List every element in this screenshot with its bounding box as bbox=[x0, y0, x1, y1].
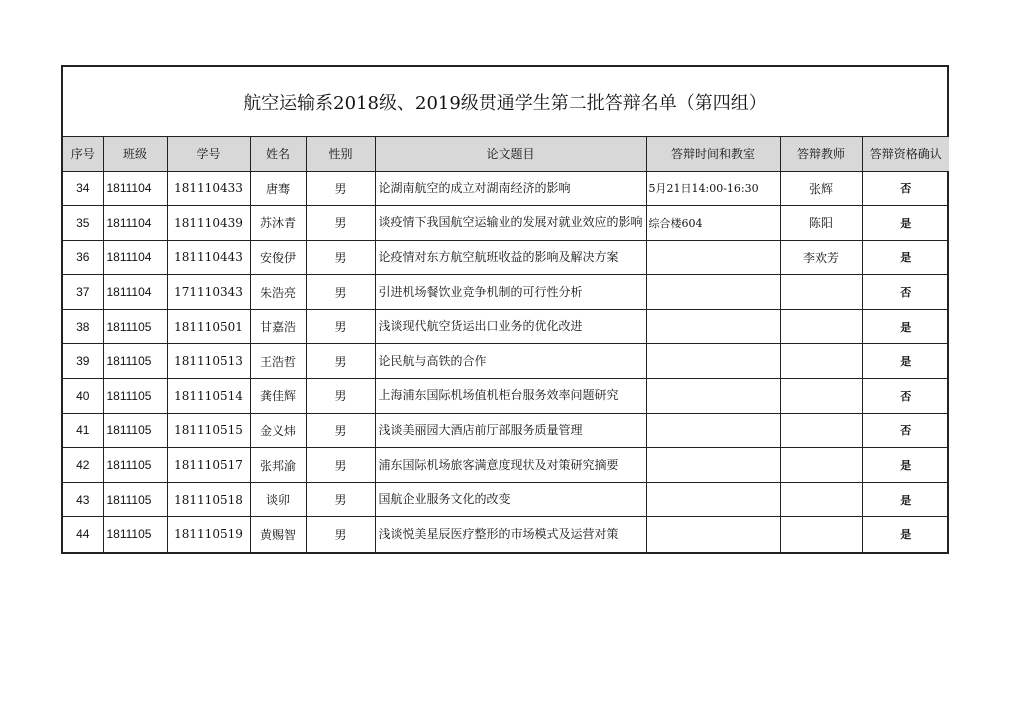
cell-time-room bbox=[646, 482, 780, 517]
table-row bbox=[63, 240, 949, 275]
cell-qualification: 是 bbox=[862, 206, 949, 241]
cell-class: 1811105 bbox=[103, 413, 167, 448]
cell-student-id: 181110443 bbox=[167, 240, 250, 275]
cell-topic: 谈疫情下我国航空运输业的发展对就业效应的影响 bbox=[375, 206, 646, 241]
defense-table bbox=[63, 137, 949, 552]
cell-gender: 男 bbox=[306, 413, 375, 448]
header-qualification: 答辩资格确认 bbox=[862, 137, 949, 171]
cell-topic: 上海浦东国际机场值机柜台服务效率问题研究 bbox=[375, 379, 646, 414]
cell-teacher: 李欢芳 bbox=[780, 240, 862, 275]
cell-qualification: 否 bbox=[862, 275, 949, 310]
cell-qualification: 是 bbox=[862, 344, 949, 379]
cell-time-room bbox=[646, 517, 780, 552]
cell-qualification: 是 bbox=[862, 309, 949, 344]
cell-qualification: 是 bbox=[862, 482, 949, 517]
cell-topic: 浅谈美丽园大酒店前厅部服务质量管理 bbox=[375, 413, 646, 448]
cell-no: 41 bbox=[63, 413, 103, 448]
header-teacher: 答辩教师 bbox=[780, 137, 862, 171]
header-time-room: 答辩时间和教室 bbox=[646, 137, 780, 171]
table-row bbox=[63, 517, 949, 552]
cell-no: 42 bbox=[63, 448, 103, 483]
cell-gender: 男 bbox=[306, 206, 375, 241]
cell-name: 金义炜 bbox=[250, 413, 306, 448]
cell-time-room bbox=[646, 448, 780, 483]
cell-gender: 男 bbox=[306, 344, 375, 379]
cell-gender: 男 bbox=[306, 517, 375, 552]
cell-teacher bbox=[780, 482, 862, 517]
cell-teacher bbox=[780, 275, 862, 310]
cell-time-room bbox=[646, 379, 780, 414]
cell-time-room bbox=[646, 413, 780, 448]
cell-student-id: 181110433 bbox=[167, 171, 250, 206]
cell-time-room: 5月21日14:00-16:30 bbox=[646, 171, 780, 206]
cell-qualification: 否 bbox=[862, 379, 949, 414]
header-student-id: 学号 bbox=[167, 137, 250, 171]
cell-no: 34 bbox=[63, 171, 103, 206]
header-row bbox=[63, 137, 949, 171]
cell-time-room bbox=[646, 240, 780, 275]
cell-gender: 男 bbox=[306, 482, 375, 517]
cell-student-id: 181110518 bbox=[167, 482, 250, 517]
cell-no: 44 bbox=[63, 517, 103, 552]
cell-teacher bbox=[780, 517, 862, 552]
cell-topic: 论湖南航空的成立对湖南经济的影响 bbox=[375, 171, 646, 206]
cell-student-id: 181110515 bbox=[167, 413, 250, 448]
cell-class: 1811105 bbox=[103, 379, 167, 414]
cell-no: 37 bbox=[63, 275, 103, 310]
cell-class: 1811105 bbox=[103, 448, 167, 483]
cell-topic: 论疫情对东方航空航班收益的影响及解决方案 bbox=[375, 240, 646, 275]
cell-name: 朱浩亮 bbox=[250, 275, 306, 310]
cell-gender: 男 bbox=[306, 309, 375, 344]
cell-topic: 浅谈悦美星辰医疗整形的市场模式及运营对策 bbox=[375, 517, 646, 552]
cell-student-id: 171110343 bbox=[167, 275, 250, 310]
cell-no: 39 bbox=[63, 344, 103, 379]
cell-name: 甘嘉浩 bbox=[250, 309, 306, 344]
cell-topic: 浅谈现代航空货运出口业务的优化改进 bbox=[375, 309, 646, 344]
cell-class: 1811105 bbox=[103, 482, 167, 517]
header-class: 班级 bbox=[103, 137, 167, 171]
cell-name: 黄赐智 bbox=[250, 517, 306, 552]
cell-teacher: 陈阳 bbox=[780, 206, 862, 241]
cell-no: 38 bbox=[63, 309, 103, 344]
cell-no: 36 bbox=[63, 240, 103, 275]
cell-time-room bbox=[646, 275, 780, 310]
table-row bbox=[63, 206, 949, 241]
cell-name: 谈卯 bbox=[250, 482, 306, 517]
cell-name: 苏沐青 bbox=[250, 206, 306, 241]
sheet-title: 航空运输系2018级、2019级贯通学生第二批答辩名单（第四组） bbox=[63, 67, 947, 137]
cell-class: 1811104 bbox=[103, 240, 167, 275]
cell-student-id: 181110439 bbox=[167, 206, 250, 241]
cell-qualification: 否 bbox=[862, 171, 949, 206]
cell-class: 1811105 bbox=[103, 517, 167, 552]
table-row bbox=[63, 344, 949, 379]
cell-time-room bbox=[646, 309, 780, 344]
table-row bbox=[63, 275, 949, 310]
table-row bbox=[63, 309, 949, 344]
cell-student-id: 181110501 bbox=[167, 309, 250, 344]
cell-topic: 引进机场餐饮业竞争机制的可行性分析 bbox=[375, 275, 646, 310]
header-name: 姓名 bbox=[250, 137, 306, 171]
cell-time-room: 综合楼604 bbox=[646, 206, 780, 241]
cell-teacher bbox=[780, 309, 862, 344]
cell-topic: 论民航与高铁的合作 bbox=[375, 344, 646, 379]
cell-no: 43 bbox=[63, 482, 103, 517]
cell-time-room bbox=[646, 344, 780, 379]
cell-teacher bbox=[780, 379, 862, 414]
cell-gender: 男 bbox=[306, 240, 375, 275]
cell-name: 安俊伊 bbox=[250, 240, 306, 275]
cell-gender: 男 bbox=[306, 275, 375, 310]
cell-qualification: 否 bbox=[862, 413, 949, 448]
cell-name: 龚佳辉 bbox=[250, 379, 306, 414]
cell-qualification: 是 bbox=[862, 517, 949, 552]
header-no: 序号 bbox=[63, 137, 103, 171]
cell-name: 王浩哲 bbox=[250, 344, 306, 379]
cell-class: 1811104 bbox=[103, 275, 167, 310]
table-row bbox=[63, 448, 949, 483]
defense-list-sheet bbox=[61, 65, 949, 554]
header-gender: 性别 bbox=[306, 137, 375, 171]
cell-class: 1811105 bbox=[103, 344, 167, 379]
cell-qualification: 是 bbox=[862, 448, 949, 483]
cell-teacher bbox=[780, 448, 862, 483]
cell-student-id: 181110517 bbox=[167, 448, 250, 483]
cell-teacher bbox=[780, 413, 862, 448]
cell-student-id: 181110514 bbox=[167, 379, 250, 414]
table-row bbox=[63, 482, 949, 517]
cell-gender: 男 bbox=[306, 448, 375, 483]
cell-class: 1811105 bbox=[103, 309, 167, 344]
cell-teacher: 张辉 bbox=[780, 171, 862, 206]
cell-class: 1811104 bbox=[103, 171, 167, 206]
table-row bbox=[63, 171, 949, 206]
cell-class: 1811104 bbox=[103, 206, 167, 241]
table-row bbox=[63, 379, 949, 414]
cell-topic: 浦东国际机场旅客满意度现状及对策研究摘要 bbox=[375, 448, 646, 483]
table-row bbox=[63, 413, 949, 448]
cell-teacher bbox=[780, 344, 862, 379]
cell-topic: 国航企业服务文化的改变 bbox=[375, 482, 646, 517]
cell-qualification: 是 bbox=[862, 240, 949, 275]
cell-name: 唐骞 bbox=[250, 171, 306, 206]
cell-gender: 男 bbox=[306, 379, 375, 414]
header-topic: 论文题目 bbox=[375, 137, 646, 171]
cell-student-id: 181110519 bbox=[167, 517, 250, 552]
cell-no: 40 bbox=[63, 379, 103, 414]
cell-gender: 男 bbox=[306, 171, 375, 206]
cell-student-id: 181110513 bbox=[167, 344, 250, 379]
cell-name: 张邦渝 bbox=[250, 448, 306, 483]
cell-no: 35 bbox=[63, 206, 103, 241]
